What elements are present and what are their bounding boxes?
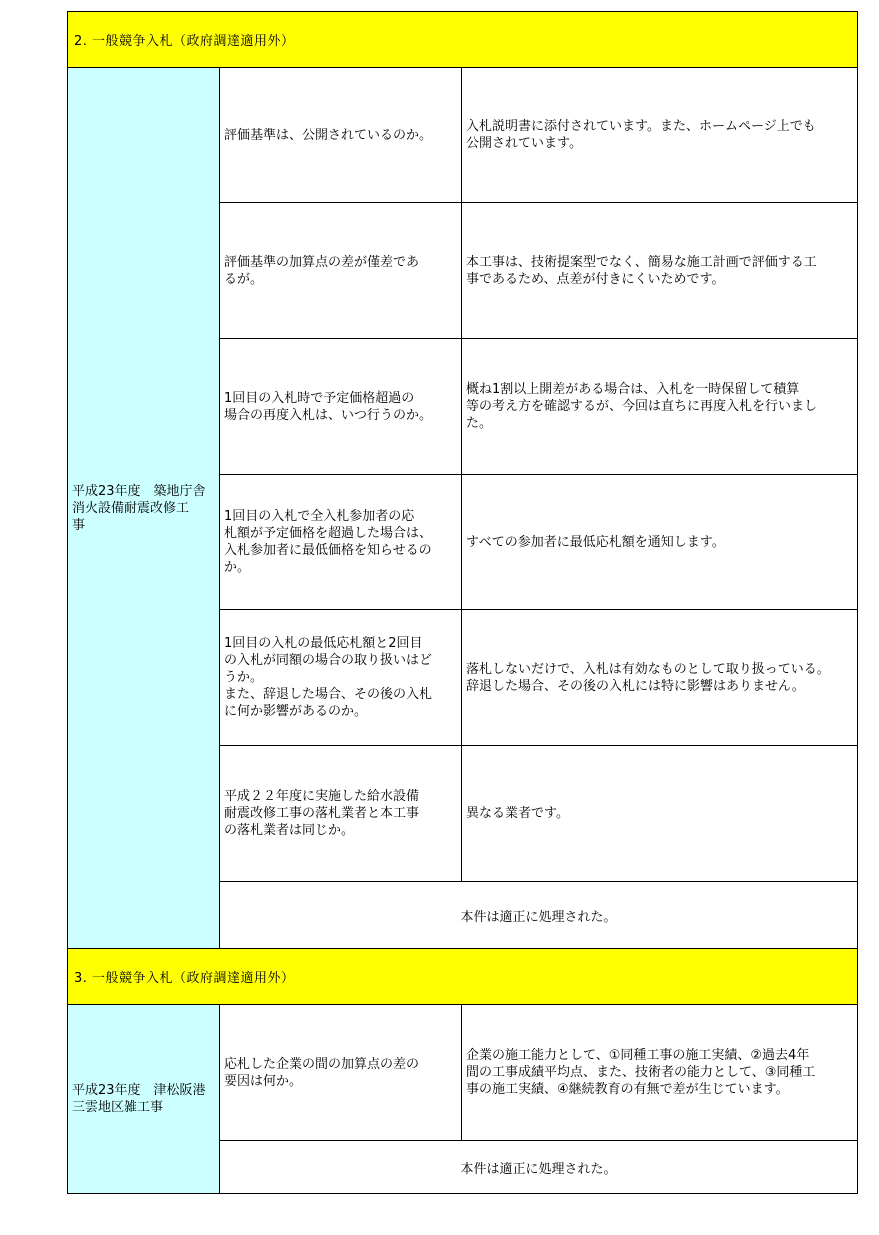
- question-text: 1回目の入札の最低応札額と2回目 の入札が同額の場合の取り扱いはど うか。 また、辞退した場合、その後の入札 に何か影響があるのか。: [224, 636, 433, 719]
- answer-cell: [461, 474, 858, 610]
- question-cell: [219, 338, 462, 475]
- conclusion-text: 本件は適正に処理された。: [460, 1161, 617, 1177]
- answer-text: 企業の施工能力として、①同種工事の施工実績、②過去4年 間の工事成績平均点、また、技術者の能力として、③同種工 事の施工実績、④継続教育の有無で差が生じています。: [466, 1048, 816, 1097]
- question-text: 評価基準の加算点の差が僅差であ るが。: [224, 254, 420, 287]
- section-3-conclusion: [219, 1140, 858, 1194]
- section-3-heading: [67, 948, 858, 1005]
- section-3-project-name: [67, 1004, 220, 1194]
- question-cell: [219, 745, 462, 882]
- section-2-heading: [67, 11, 858, 68]
- question-cell: [219, 202, 462, 339]
- answer-text: 異なる業者です。: [466, 806, 569, 821]
- question-text: 応札した企業の間の加算点の差の 要因は何か。: [224, 1056, 420, 1089]
- section-2-conclusion: [219, 881, 858, 949]
- answer-cell: [461, 338, 858, 475]
- section-2-project-text: 平成23年度 築地庁舎 消火設備耐震改修工 事: [72, 483, 206, 533]
- question-cell: [219, 1004, 462, 1141]
- question-cell: [219, 67, 462, 203]
- question-text: 1回目の入札で全入札参加者の応 札額が予定価格を超過した場合は、 入札参加者に最低価格を知らせるの か。: [224, 509, 433, 575]
- question-text: 1回目の入札時で予定価格超過の 場合の再度入札は、いつ行うのか。: [224, 390, 433, 423]
- answer-cell: [461, 745, 858, 882]
- answer-cell: [461, 609, 858, 746]
- section-3-heading-text: 3. 一般競争入札（政府調達適用外）: [74, 971, 295, 986]
- question-cell: [219, 474, 462, 610]
- section-2-heading-text: 2. 一般競争入札（政府調達適用外）: [74, 34, 295, 49]
- answer-cell: [461, 1004, 858, 1141]
- answer-cell: [461, 202, 858, 339]
- answer-text: 入札説明書に添付されています。また、ホームページ上でも 公開されています。: [466, 119, 816, 151]
- answer-text: すべての参加者に最低応札額を通知します。: [466, 534, 725, 550]
- answer-cell: [461, 67, 858, 203]
- question-cell: [219, 609, 462, 746]
- answer-text: 落札しないだけで、入札は有効なものとして取り扱っている。 辞退した場合、その後の入札には特に影響はありません。: [466, 661, 830, 694]
- answer-text: 概ね1割以上開差がある場合は、入札を一時保留して積算 等の考え方を確認するが、今回は直ちに再度入札を行いまし た。: [466, 382, 818, 431]
- answer-text: 本工事は、技術提案型でなく、簡易な施工計画で評価する工 事であるため、点差が付きにくいためです。: [466, 254, 817, 287]
- question-text: 評価基準は、公開されているのか。: [224, 127, 433, 143]
- conclusion-text: 本件は適正に処理された。: [460, 909, 617, 925]
- section-2-project-name: [67, 67, 220, 949]
- question-text: 平成２２年度に実施した給水設備 耐震改修工事の落札業者と本工事 の落札業者は同じか。: [224, 789, 420, 838]
- section-3-project-text: 平成23年度 津松阪港 三雲地区雑工事: [72, 1083, 206, 1115]
